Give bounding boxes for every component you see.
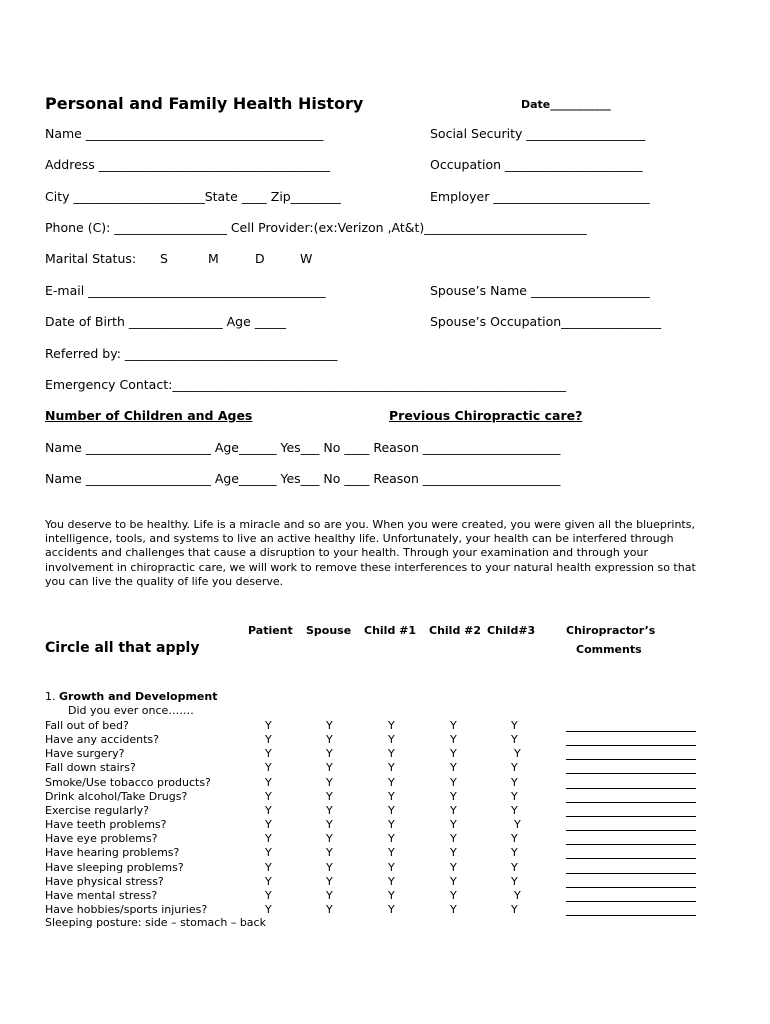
answer-child-3[interactable]: Y (511, 719, 518, 732)
answer-child-3[interactable]: Y (514, 888, 521, 902)
date-of-birth-field[interactable]: Date of Birth _______________ Age _____ (45, 314, 286, 329)
question-label: Have hobbies/sports injuries? (45, 902, 208, 916)
marital-option-single[interactable]: S (160, 251, 168, 266)
answer-child-2[interactable]: Y (450, 888, 457, 902)
date-field[interactable]: Date___________ (521, 98, 611, 111)
comment-line[interactable] (566, 915, 696, 916)
answer-spouse[interactable]: Y (326, 775, 333, 789)
answer-patient[interactable]: Y (265, 888, 272, 902)
answer-spouse[interactable]: Y (326, 902, 333, 916)
city-state-zip-field[interactable]: City _____________________State ____ Zip________ (45, 189, 341, 204)
question-label: Have teeth problems? (45, 818, 167, 832)
comment-line[interactable] (566, 887, 696, 888)
answer-child-1[interactable]: Y (388, 846, 395, 860)
answer-child-3[interactable]: Y (511, 874, 518, 888)
column-comments-line2: Comments (576, 643, 642, 656)
marital-option-married[interactable]: M (208, 251, 219, 266)
answer-child-1[interactable]: Y (388, 818, 395, 832)
answer-child-2[interactable]: Y (450, 818, 457, 832)
comment-line[interactable] (566, 830, 696, 831)
child-row-2[interactable]: Name ____________________ Age______ Yes___ No ____ Reason ______________________ (45, 471, 561, 486)
question-label: Have hearing problems? (45, 846, 180, 860)
name-field[interactable]: Name ______________________________________ (45, 126, 324, 141)
column-child-3: Child#3 (487, 624, 536, 637)
answer-spouse[interactable]: Y (326, 860, 333, 874)
answer-child-3[interactable]: Y (511, 803, 518, 817)
answer-patient[interactable]: Y (265, 902, 272, 916)
emergency-contact-field[interactable]: Emergency Contact:_______________________________________________________________ (45, 377, 567, 392)
question-label: Fall out of bed? (45, 719, 129, 732)
answer-child-3[interactable]: Y (511, 733, 518, 747)
marital-status-label: Marital Status: (45, 251, 137, 266)
answer-child-1[interactable]: Y (388, 789, 395, 803)
answer-child-2[interactable]: Y (450, 874, 457, 888)
answer-spouse[interactable]: Y (326, 761, 333, 775)
answer-child-2[interactable]: Y (450, 832, 457, 846)
answer-spouse[interactable]: Y (326, 874, 333, 888)
answer-child-2[interactable]: Y (450, 789, 457, 803)
answer-child-2[interactable]: Y (450, 803, 457, 817)
question-label: Drink alcohol/Take Drugs? (45, 789, 188, 803)
question-label: Have eye problems? (45, 832, 158, 846)
address-field[interactable]: Address _____________________________________ (45, 157, 331, 172)
answer-spouse[interactable]: Y (326, 733, 333, 747)
answer-spouse[interactable]: Y (326, 888, 333, 902)
circle-all-label: Circle all that apply (45, 640, 200, 656)
email-field[interactable]: E-mail ______________________________________ (45, 283, 326, 298)
answer-child-3[interactable]: Y (511, 846, 518, 860)
question-label: Smoke/Use tobacco products? (45, 775, 211, 789)
answer-child-1[interactable]: Y (388, 902, 395, 916)
comment-line[interactable] (566, 788, 696, 789)
child-row-1[interactable]: Name ____________________ Age______ Yes___ No ____ Reason ______________________ (45, 440, 561, 455)
previous-chiropractic-heading: Previous Chiropractic care? (389, 408, 583, 423)
answer-spouse[interactable]: Y (326, 719, 333, 732)
answer-child-1[interactable]: Y (388, 888, 395, 902)
page-title: Personal and Family Health History (45, 94, 364, 113)
answer-patient[interactable]: Y (265, 860, 272, 874)
answer-patient[interactable]: Y (265, 719, 272, 732)
comment-line[interactable] (566, 759, 696, 760)
answer-patient[interactable]: Y (265, 874, 272, 888)
answer-patient[interactable]: Y (265, 761, 272, 775)
answer-patient[interactable]: Y (265, 775, 272, 789)
comment-line[interactable] (566, 873, 696, 874)
comment-line[interactable] (566, 745, 696, 746)
comment-line[interactable] (566, 844, 696, 845)
answer-child-1[interactable]: Y (388, 874, 395, 888)
intro-paragraph: You deserve to be healthy. Life is a miracle and so are you. When you were created, you were given all the blueprints, intelligence, tools, and systems to live an active healthy life. Unfortunately, your health can be interfered through accidents and challenges that cause a disruption to your health. Through your examination and through your involvement in chiropractic care, we will work to remove these interferences to your natural health expression so that you can live the quality of life you deserve. (45, 518, 696, 588)
answer-child-3[interactable]: Y (511, 902, 518, 916)
question-label: Have surgery? (45, 747, 125, 761)
answer-child-2[interactable]: Y (450, 747, 457, 761)
answer-patient[interactable]: Y (265, 803, 272, 817)
answer-child-2[interactable]: Y (450, 902, 457, 916)
answer-spouse[interactable]: Y (326, 846, 333, 860)
phone-field[interactable]: Phone (C): __________________ Cell Provider:(ex:Verizon ,At&t)__________________________ (45, 220, 587, 235)
question-label: Have any accidents? (45, 733, 160, 747)
question-label: Have mental stress? (45, 888, 158, 902)
answer-patient[interactable]: Y (265, 747, 272, 761)
answer-patient[interactable]: Y (265, 818, 272, 832)
answer-child-3[interactable]: Y (511, 761, 518, 775)
answer-spouse[interactable]: Y (326, 789, 333, 803)
answer-child-1[interactable]: Y (388, 803, 395, 817)
column-child-2: Child #2 (429, 624, 482, 637)
sleeping-posture-row[interactable]: Sleeping posture: side – stomach – back (45, 916, 266, 929)
answer-patient[interactable]: Y (265, 846, 272, 860)
column-child-1: Child #1 (364, 624, 417, 637)
answer-child-2[interactable]: Y (450, 775, 457, 789)
answer-child-3[interactable]: Y (511, 832, 518, 846)
children-heading: Number of Children and Ages (45, 408, 253, 423)
answer-patient[interactable]: Y (265, 789, 272, 803)
employer-field[interactable]: Employer _________________________ (430, 189, 650, 204)
comment-line[interactable] (566, 802, 696, 803)
answer-child-2[interactable]: Y (450, 860, 457, 874)
column-patient: Patient (248, 624, 293, 637)
answer-child-3[interactable]: Y (514, 747, 521, 761)
answer-child-1[interactable]: Y (388, 747, 395, 761)
answer-spouse[interactable]: Y (326, 818, 333, 832)
answer-child-1[interactable]: Y (388, 832, 395, 846)
spouse-occupation-field[interactable]: Spouse’s Occupation________________ (430, 314, 662, 329)
answer-child-2[interactable]: Y (450, 733, 457, 747)
question-label: Exercise regularly? (45, 803, 149, 817)
section-number: 1. (45, 690, 56, 703)
marital-option-widowed[interactable]: W (300, 251, 313, 266)
comment-line[interactable] (566, 858, 696, 859)
answer-child-2[interactable]: Y (450, 846, 457, 860)
comment-line[interactable] (566, 731, 696, 732)
comment-line[interactable] (566, 901, 696, 902)
answer-child-3[interactable]: Y (511, 789, 518, 803)
answer-child-1[interactable]: Y (388, 719, 395, 732)
answer-child-1[interactable]: Y (388, 775, 395, 789)
spouse-name-field[interactable]: Spouse’s Name ___________________ (430, 283, 650, 298)
comment-line[interactable] (566, 773, 696, 774)
section-title: Growth and Development (59, 690, 218, 703)
answer-spouse[interactable]: Y (326, 832, 333, 846)
answer-child-3[interactable]: Y (514, 818, 521, 832)
answer-child-1[interactable]: Y (388, 860, 395, 874)
answer-spouse[interactable]: Y (326, 747, 333, 761)
answer-child-3[interactable]: Y (511, 775, 518, 789)
section-subtitle: Did you ever once……. (68, 704, 194, 717)
comment-line[interactable] (566, 816, 696, 817)
answer-spouse[interactable]: Y (326, 803, 333, 817)
answer-child-1[interactable]: Y (388, 733, 395, 747)
question-label: Have physical stress? (45, 874, 164, 888)
referred-by-field[interactable]: Referred by: __________________________________ (45, 346, 338, 361)
answer-child-2[interactable]: Y (450, 719, 457, 732)
column-spouse: Spouse (306, 624, 352, 637)
answer-child-2[interactable]: Y (450, 761, 457, 775)
section-heading (45, 690, 218, 703)
answer-patient[interactable]: Y (265, 733, 272, 747)
answer-child-1[interactable]: Y (388, 761, 395, 775)
social-security-field[interactable]: Social Security ___________________ (430, 126, 646, 141)
marital-option-divorced[interactable]: D (255, 251, 265, 266)
column-comments-line1: Chiropractor’s (566, 624, 656, 637)
answer-patient[interactable]: Y (265, 832, 272, 846)
answer-child-3[interactable]: Y (511, 860, 518, 874)
question-label: Fall down stairs? (45, 761, 136, 775)
question-label: Have sleeping problems? (45, 860, 184, 874)
occupation-field[interactable]: Occupation ______________________ (430, 157, 643, 172)
